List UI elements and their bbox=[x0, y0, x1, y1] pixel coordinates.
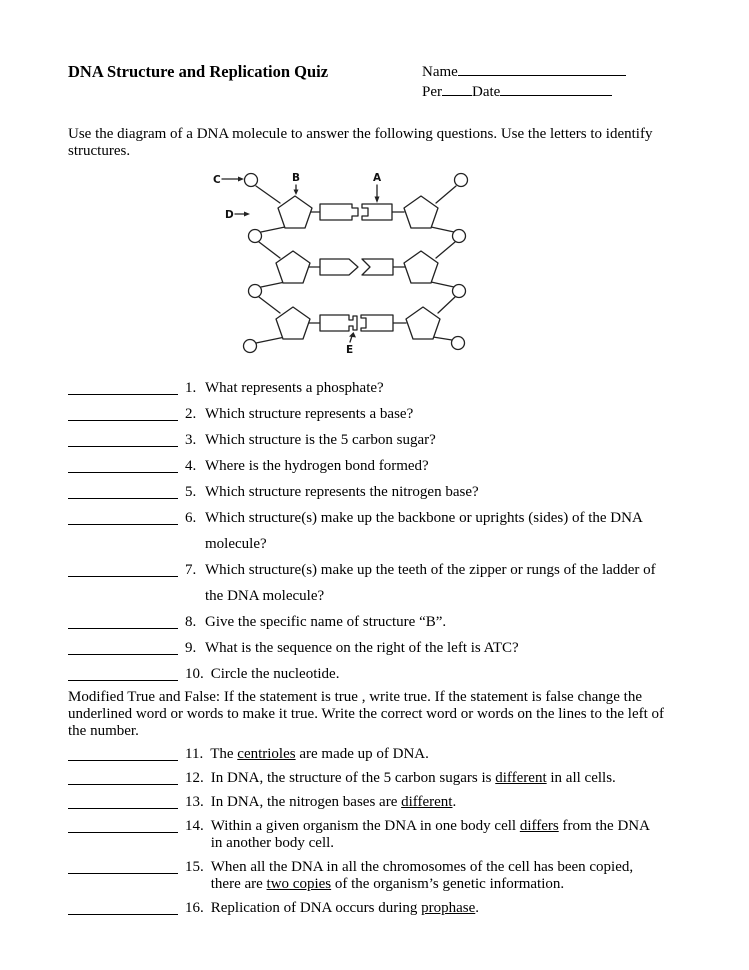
label-arrowheads bbox=[238, 177, 380, 338]
answer-blank[interactable] bbox=[68, 746, 178, 761]
question-number: 5. bbox=[185, 484, 197, 500]
answer-blank[interactable] bbox=[68, 427, 178, 447]
question-text: What represents a phosphate? bbox=[205, 380, 384, 396]
tf-text-segment: are made up of DNA. bbox=[295, 746, 429, 762]
question-number: 1. bbox=[185, 380, 197, 396]
question-text: What is the sequence on the right of the left is ATC? bbox=[205, 640, 519, 656]
tf-row bbox=[68, 794, 685, 811]
question-row bbox=[68, 375, 685, 401]
answer-blank[interactable] bbox=[68, 505, 178, 525]
diagram-label-a: A bbox=[373, 172, 382, 184]
date-label: Date bbox=[472, 84, 501, 100]
answer-blank[interactable] bbox=[68, 635, 178, 655]
question-number: 4. bbox=[185, 458, 197, 474]
question-number: 9. bbox=[185, 640, 197, 656]
question-number: 2. bbox=[185, 406, 197, 422]
question-text bbox=[210, 746, 429, 763]
question-text: Where is the hydrogen bond formed? bbox=[205, 458, 429, 474]
name-line bbox=[422, 62, 685, 82]
per-date-line bbox=[422, 82, 685, 102]
question-number: 13. bbox=[185, 794, 204, 810]
date-blank[interactable] bbox=[500, 82, 612, 96]
tf-text-segment: When all the DNA in all the chromosomes of the cell has been copied, there are bbox=[210, 859, 634, 892]
answer-blank[interactable] bbox=[68, 453, 178, 473]
dna-diagram bbox=[208, 166, 685, 371]
diagram-label-e: E bbox=[346, 344, 354, 356]
per-label: Per bbox=[422, 84, 442, 100]
question-text: Which structure is the 5 carbon sugar? bbox=[205, 432, 436, 448]
question-row bbox=[68, 427, 685, 453]
question-text bbox=[211, 900, 479, 917]
question-row bbox=[68, 557, 685, 609]
question-number: 11. bbox=[185, 746, 204, 762]
question-row bbox=[68, 401, 685, 427]
answer-blank[interactable] bbox=[68, 661, 178, 681]
page-title: DNA Structure and Replication Quiz bbox=[68, 62, 329, 81]
tf-row bbox=[68, 900, 685, 917]
answer-blank[interactable] bbox=[68, 401, 178, 421]
question-row bbox=[68, 635, 685, 661]
question-number: 10. bbox=[185, 666, 204, 682]
question-text bbox=[211, 770, 616, 787]
tf-row bbox=[68, 859, 685, 893]
tf-underlined-word: two copies bbox=[266, 876, 332, 892]
tf-underlined-word: different bbox=[495, 770, 547, 786]
tf-text-segment: of the organism’s genetic information. bbox=[331, 876, 565, 892]
question-text: Which structure represents a base? bbox=[205, 406, 414, 422]
question-number: 6. bbox=[185, 510, 197, 526]
tf-underlined-word: prophase bbox=[421, 900, 476, 916]
answer-blank[interactable] bbox=[68, 375, 178, 395]
name-block bbox=[422, 62, 685, 102]
question-row bbox=[68, 661, 685, 687]
answer-blank[interactable] bbox=[68, 900, 178, 915]
tf-text-segment: In DNA, the structure of the 5 carbon sugars is bbox=[210, 770, 496, 786]
answer-blank[interactable] bbox=[68, 609, 178, 629]
question-number: 16. bbox=[185, 900, 204, 916]
question-number: 7. bbox=[185, 562, 197, 578]
question-text: Which structure represents the nitrogen base? bbox=[205, 484, 479, 500]
question-text bbox=[211, 818, 663, 852]
per-blank[interactable] bbox=[442, 82, 472, 96]
answer-blank[interactable] bbox=[68, 479, 178, 499]
tf-row bbox=[68, 770, 685, 787]
question-row bbox=[68, 505, 685, 557]
tf-row bbox=[68, 818, 685, 852]
diagram-label-d: D bbox=[225, 209, 234, 221]
tf-list bbox=[68, 746, 685, 917]
question-number: 3. bbox=[185, 432, 197, 448]
tf-text-segment: Within a given organism the DNA in one body cell bbox=[210, 818, 520, 834]
question-number: 8. bbox=[185, 614, 197, 630]
tf-text-segment: The bbox=[210, 746, 238, 762]
tf-underlined-word: centrioles bbox=[237, 746, 296, 762]
name-label: Name bbox=[422, 64, 458, 80]
question-text bbox=[211, 794, 456, 811]
dna-diagram-svg bbox=[208, 166, 488, 366]
tf-underlined-word: different bbox=[401, 794, 453, 810]
tf-text-segment: from the DNA in another body cell. bbox=[210, 818, 650, 851]
diagram-label-c: C bbox=[213, 174, 221, 186]
question-text bbox=[211, 859, 663, 893]
question-list bbox=[68, 375, 685, 687]
tf-text-segment: . bbox=[452, 794, 457, 810]
intro-text: Use the diagram of a DNA molecule to answer the following questions. Use the letters to identify structures. bbox=[68, 126, 653, 159]
tf-text-segment: Replication of DNA occurs during bbox=[210, 900, 422, 916]
tf-row bbox=[68, 746, 685, 763]
question-row bbox=[68, 479, 685, 505]
question-text: Give the specific name of structure “B”. bbox=[205, 614, 447, 630]
base-pair-shapes bbox=[320, 204, 393, 331]
header bbox=[68, 62, 685, 102]
question-text: Which structure(s) make up the backbone or uprights (sides) of the DNA molecule? bbox=[205, 510, 642, 552]
diagram-label-b: B bbox=[292, 172, 301, 184]
tf-text-segment: . bbox=[475, 900, 480, 916]
answer-blank[interactable] bbox=[68, 818, 178, 833]
question-text: Circle the nucleotide. bbox=[210, 666, 340, 682]
tf-instructions: Modified True and False: If the statement is true , write true. If the statement is false change the underlined word or words to make it true. Write the correct word or words on the lines to the left of the number. bbox=[68, 689, 665, 739]
answer-blank[interactable] bbox=[68, 770, 178, 785]
answer-blank[interactable] bbox=[68, 557, 178, 577]
question-row bbox=[68, 453, 685, 479]
question-number: 15. bbox=[185, 859, 204, 875]
question-number: 14. bbox=[185, 818, 204, 834]
tf-text-segment: In DNA, the nitrogen bases are bbox=[210, 794, 402, 810]
question-number: 12. bbox=[185, 770, 204, 786]
answer-blank[interactable] bbox=[68, 794, 178, 809]
question-text: Which structure(s) make up the teeth of the zipper or rungs of the ladder of the DNA molecule? bbox=[205, 562, 656, 604]
tf-underlined-word: differs bbox=[519, 818, 559, 834]
answer-blank[interactable] bbox=[68, 859, 178, 874]
name-blank[interactable] bbox=[458, 62, 626, 76]
question-row bbox=[68, 609, 685, 635]
tf-text-segment: in all cells. bbox=[546, 770, 616, 786]
